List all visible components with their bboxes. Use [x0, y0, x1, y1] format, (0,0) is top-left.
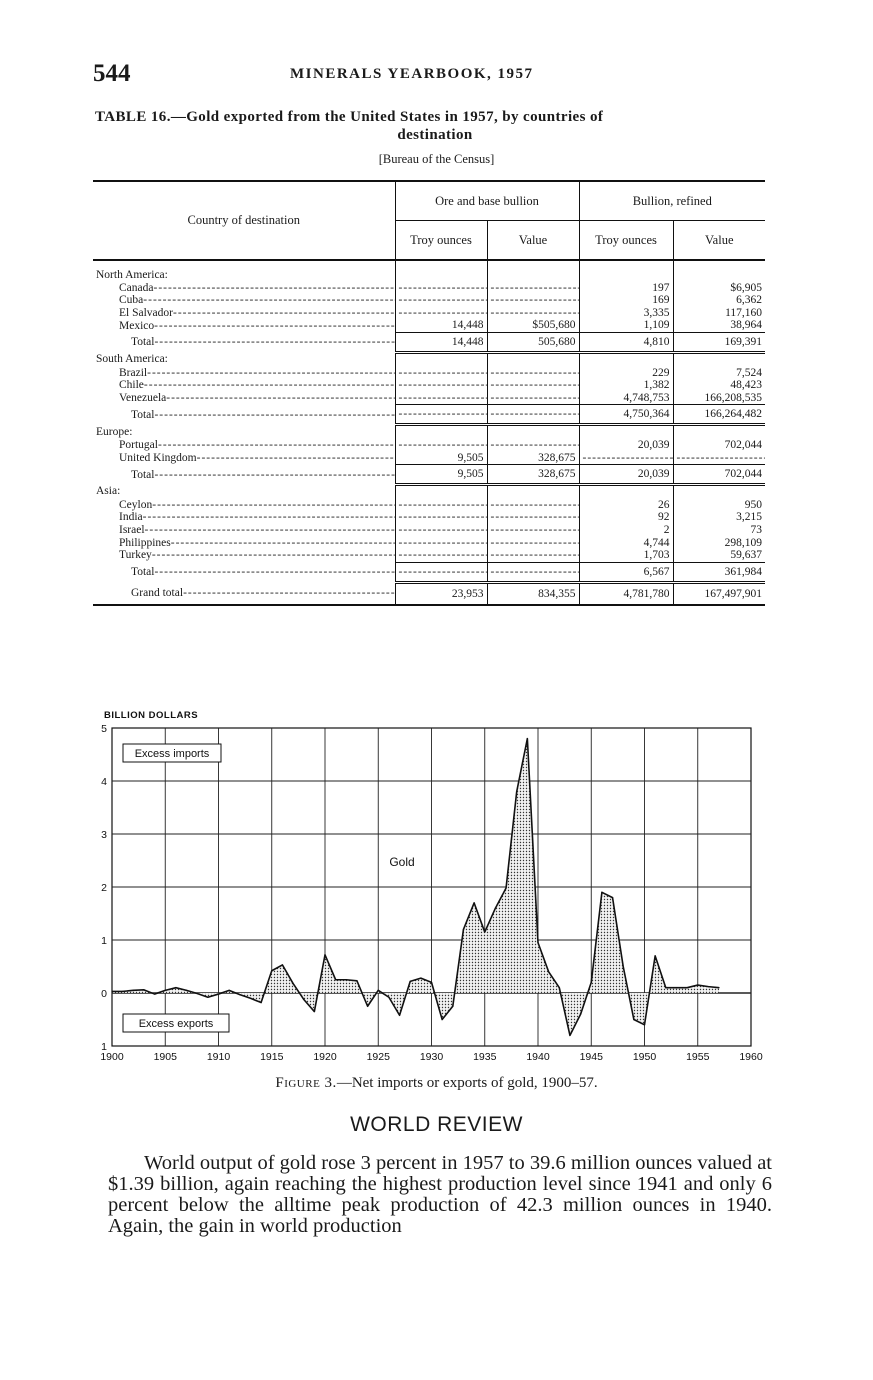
- section-row: [93, 485, 765, 499]
- total-refined-value: 169,391: [673, 332, 765, 352]
- gold-data-point: [601, 892, 602, 893]
- country-name: [93, 367, 395, 380]
- country-label: United Kingdom: [119, 451, 197, 464]
- gold-data-point: [346, 979, 347, 980]
- table-row: [93, 524, 765, 537]
- country-label: Chile: [119, 379, 144, 392]
- ore-value: 328,675: [487, 452, 579, 465]
- grand-ore-troy: 23,953: [395, 582, 487, 605]
- gold-data-point: [250, 998, 251, 999]
- body-paragraph: World output of gold rose 3 percent in 1957 to 39.6 million ounces valued at $1.39 billion, again reaching the highest production level since 1941 and only 6 percent below the alltime peak production of 42.3 million ounces in 1940. Again, the gain in world production: [108, 1152, 772, 1237]
- country-label: Canada: [119, 281, 154, 294]
- refined-troy-ounces: 1,382: [579, 379, 673, 392]
- gold-data-point: [133, 990, 134, 991]
- ore-troy-ounces: [395, 439, 487, 452]
- total-ore-value: [487, 405, 579, 425]
- chart-grid: [112, 728, 751, 1046]
- grand-ore-value: 834,355: [487, 582, 579, 605]
- ore-troy-ounces: [395, 549, 487, 562]
- table-row: [93, 392, 765, 405]
- y-tick-label: 4: [101, 776, 107, 788]
- x-tick-label: 1960: [739, 1051, 763, 1063]
- section-heading: WORLD REVIEW: [350, 1113, 523, 1136]
- ore-troy-ounces: [395, 379, 487, 392]
- country-name: [93, 392, 395, 405]
- table-row: [93, 452, 765, 465]
- gold-data-point: [367, 1006, 368, 1007]
- table-title-line2: destination: [397, 127, 473, 143]
- country-name: [93, 537, 395, 550]
- ore-value: [487, 379, 579, 392]
- ore-value: [487, 499, 579, 512]
- refined-value: 59,637: [673, 549, 765, 562]
- gold-export-table: [93, 180, 765, 606]
- total-ore-troy: [395, 562, 487, 582]
- total-label-text: Total: [131, 566, 155, 579]
- gold-data-point: [324, 954, 325, 955]
- total-ore-value: 505,680: [487, 332, 579, 352]
- ore-value: [487, 537, 579, 550]
- table-row: [93, 319, 765, 332]
- gold-data-point: [548, 971, 549, 972]
- gold-data-point: [420, 978, 421, 979]
- gold-data-point: [271, 970, 272, 971]
- section-row: [93, 269, 765, 282]
- total-ore-value: 328,675: [487, 465, 579, 485]
- table-row: [93, 367, 765, 380]
- gold-data-point: [261, 1002, 262, 1003]
- gold-data-point: [718, 987, 719, 988]
- gold-data-point: [516, 791, 517, 792]
- grand-refined-value: 167,497,901: [673, 582, 765, 605]
- x-tick-label: 1925: [366, 1051, 390, 1063]
- table-title: [95, 108, 775, 144]
- gold-data-point: [676, 987, 677, 988]
- excess-imports-label: Excess imports: [134, 748, 210, 760]
- y-tick-label: 2: [101, 882, 107, 894]
- refined-troy-ounces: 1,703: [579, 549, 673, 562]
- grand-total-label: [93, 582, 395, 605]
- gold-data-point: [122, 991, 123, 992]
- y-tick-label: 0: [101, 988, 107, 1000]
- country-label: Brazil: [119, 366, 148, 379]
- gold-data-point: [580, 1014, 581, 1015]
- total-label-text: Total: [131, 408, 155, 421]
- table-row: [93, 549, 765, 562]
- gold-data-point: [175, 987, 176, 988]
- ore-value: [487, 392, 579, 405]
- section-total-row: [93, 562, 765, 582]
- refined-troy-ounces: 20,039: [579, 439, 673, 452]
- gold-data-point: [111, 991, 112, 992]
- table-row: [93, 282, 765, 295]
- gold-data-point: [569, 1035, 570, 1036]
- figure-label: Figure 3.: [275, 1075, 337, 1091]
- section-name: Asia:: [96, 485, 121, 498]
- gold-data-point: [218, 993, 219, 994]
- gold-data-point: [644, 1024, 645, 1025]
- refined-troy-ounces: 169: [579, 294, 673, 307]
- section-row: [93, 425, 765, 439]
- ore-value: [487, 549, 579, 562]
- x-tick-label: 1900: [100, 1051, 124, 1063]
- gold-data-point: [623, 966, 624, 967]
- ore-troy-ounces: [395, 307, 487, 320]
- refined-troy-ounces: 4,744: [579, 537, 673, 550]
- section-name: North America:: [96, 269, 168, 281]
- ore-value: [487, 439, 579, 452]
- gold-data-point: [442, 1019, 443, 1020]
- total-label-text: Total: [131, 336, 155, 349]
- x-tick-label: 1930: [419, 1051, 444, 1063]
- country-name: [93, 294, 395, 307]
- group-bullion-header: Bullion, refined: [579, 181, 765, 221]
- table-row: [93, 307, 765, 320]
- group-ore-header: Ore and base bullion: [395, 181, 579, 221]
- table-title-line1: TABLE 16.—Gold exported from the United States in 1957, by countries of: [95, 109, 604, 125]
- total-ore-value: [487, 562, 579, 582]
- col-country-header: Country of destination: [187, 213, 300, 227]
- country-name: [93, 379, 395, 392]
- refined-troy-ounces: 229: [579, 367, 673, 380]
- gold-data-point: [410, 981, 411, 982]
- total-label-text: Total: [131, 468, 155, 481]
- gold-data-point: [527, 738, 528, 739]
- gold-data-point: [431, 982, 432, 983]
- refined-value: 73: [673, 524, 765, 537]
- ore-value: $505,680: [487, 319, 579, 332]
- total-refined-troy: 6,567: [579, 562, 673, 582]
- x-tick-label: 1935: [473, 1051, 497, 1063]
- sub-header-refined-value: Value: [673, 221, 765, 261]
- country-label: Cuba: [119, 294, 144, 307]
- gold-data-point: [665, 987, 666, 988]
- country-name: [93, 282, 395, 295]
- chart-svg: [96, 700, 776, 1070]
- figure-caption: [0, 1075, 873, 1092]
- refined-troy-ounces: 92: [579, 511, 673, 524]
- page-number: 544: [93, 60, 131, 87]
- refined-value: 38,964: [673, 319, 765, 332]
- country-label: Philippines: [119, 536, 171, 549]
- gold-data-point: [335, 979, 336, 980]
- gold-data-point: [474, 902, 475, 903]
- country-name: [93, 452, 395, 465]
- x-tick-label: 1905: [153, 1051, 177, 1063]
- table-spacer: [93, 260, 765, 269]
- gold-data-point: [207, 997, 208, 998]
- country-label: El Salvador: [119, 306, 173, 319]
- sub-header-ore-value: Value: [487, 221, 579, 261]
- total-refined-troy: 4,810: [579, 332, 673, 352]
- refined-troy-ounces: 197: [579, 282, 673, 295]
- refined-troy-ounces: 2: [579, 524, 673, 537]
- ore-value: [487, 367, 579, 380]
- ore-troy-ounces: [395, 282, 487, 295]
- total-refined-troy: 20,039: [579, 465, 673, 485]
- gold-data-point: [452, 1006, 453, 1007]
- section-total-row: [93, 465, 765, 485]
- x-tick-label: 1950: [632, 1051, 657, 1063]
- table-row: [93, 294, 765, 307]
- section-total-row: [93, 405, 765, 425]
- country-label: Ceylon: [119, 498, 153, 511]
- total-label: [93, 465, 395, 485]
- refined-value: 166,208,535: [673, 392, 765, 405]
- gold-data-point: [655, 955, 656, 956]
- gold-data-point: [591, 982, 592, 983]
- grand-refined-troy: 4,781,780: [579, 582, 673, 605]
- refined-value: 7,524: [673, 367, 765, 380]
- gold-data-point: [143, 989, 144, 990]
- country-name: [93, 524, 395, 537]
- ore-value: [487, 511, 579, 524]
- ore-troy-ounces: [395, 294, 487, 307]
- country-label: Turkey: [119, 549, 152, 562]
- gold-data-point: [388, 997, 389, 998]
- gold-data-point: [537, 942, 538, 943]
- gold-data-point: [165, 990, 166, 991]
- refined-value: [673, 452, 765, 465]
- ore-troy-ounces: [395, 537, 487, 550]
- sub-header-refined-troy: Troy ounces: [579, 221, 673, 261]
- y-tick-label: 3: [101, 829, 107, 841]
- x-tick-label: 1940: [526, 1051, 550, 1063]
- ore-value: [487, 282, 579, 295]
- refined-value: $6,905: [673, 282, 765, 295]
- ore-troy-ounces: [395, 499, 487, 512]
- country-name: [93, 511, 395, 524]
- total-ore-troy: 9,505: [395, 465, 487, 485]
- table-body: [93, 260, 765, 605]
- ore-troy-ounces: [395, 511, 487, 524]
- gold-data-point: [282, 964, 283, 965]
- refined-troy-ounces: [579, 452, 673, 465]
- total-label: [93, 405, 395, 425]
- gold-data-point: [378, 990, 379, 991]
- gold-data-point: [708, 986, 709, 987]
- table-row: [93, 499, 765, 512]
- ore-troy-ounces: [395, 367, 487, 380]
- total-refined-troy: 4,750,364: [579, 405, 673, 425]
- gold-data-point: [612, 897, 613, 898]
- table-source: [Bureau of the Census]: [378, 152, 495, 166]
- refined-value: 702,044: [673, 439, 765, 452]
- ore-troy-ounces: 14,448: [395, 319, 487, 332]
- y-axis-label: BILLION DOLLARS: [104, 710, 199, 721]
- gold-data-point: [495, 908, 496, 909]
- sub-header-ore-troy: Troy ounces: [395, 221, 487, 261]
- gold-data-point: [239, 994, 240, 995]
- x-tick-label: 1945: [579, 1051, 603, 1063]
- country-label: India: [119, 511, 143, 524]
- refined-value: 48,423: [673, 379, 765, 392]
- refined-troy-ounces: 1,109: [579, 319, 673, 332]
- refined-value: 6,362: [673, 294, 765, 307]
- gold-data-point: [229, 990, 230, 991]
- gold-data-point: [356, 980, 357, 981]
- grand-total-row: [93, 582, 765, 605]
- country-name: [93, 439, 395, 452]
- country-name: [93, 307, 395, 320]
- total-ore-troy: [395, 405, 487, 425]
- ore-value: [487, 307, 579, 320]
- country-label: Mexico: [119, 319, 155, 332]
- refined-value: 950: [673, 499, 765, 512]
- table-row: [93, 537, 765, 550]
- section-total-row: [93, 332, 765, 352]
- section-name: South America:: [96, 353, 168, 366]
- refined-troy-ounces: 3,335: [579, 307, 673, 320]
- country-label: Venezuela: [119, 392, 167, 404]
- refined-value: 3,215: [673, 511, 765, 524]
- country-name: [93, 319, 395, 332]
- grand-total-label-text: Grand total: [131, 586, 184, 599]
- ore-troy-ounces: [395, 392, 487, 405]
- refined-value: 298,109: [673, 537, 765, 550]
- ore-troy-ounces: 9,505: [395, 452, 487, 465]
- gold-data-point: [292, 983, 293, 984]
- section-name: Europe:: [96, 425, 133, 438]
- country-name: [93, 549, 395, 562]
- country-label: Portugal: [119, 438, 158, 451]
- gold-chart: [96, 700, 776, 1070]
- refined-troy-ounces: 26: [579, 499, 673, 512]
- gold-data-point: [399, 1015, 400, 1016]
- gold-data-point: [197, 993, 198, 994]
- y-tick-label: 1: [101, 1041, 107, 1053]
- total-label: [93, 562, 395, 582]
- gold-data-point: [303, 999, 304, 1000]
- total-refined-value: 166,264,482: [673, 405, 765, 425]
- gold-data-point: [484, 931, 485, 932]
- x-tick-label: 1910: [206, 1051, 231, 1063]
- ore-troy-ounces: [395, 524, 487, 537]
- gold-data-point: [463, 929, 464, 930]
- table-row: [93, 439, 765, 452]
- gold-data-point: [633, 1019, 634, 1020]
- country-label: Israel: [119, 523, 145, 536]
- refined-troy-ounces: 4,748,753: [579, 392, 673, 405]
- y-tick-label: 1: [101, 935, 107, 947]
- running-title: MINERALS YEARBOOK, 1957: [290, 66, 534, 82]
- gold-data-point: [186, 990, 187, 991]
- gold-data-point: [559, 987, 560, 988]
- section-row: [93, 352, 765, 366]
- total-refined-value: 702,044: [673, 465, 765, 485]
- x-tick-label: 1920: [313, 1051, 337, 1063]
- country-name: [93, 499, 395, 512]
- gold-data-point: [314, 1011, 315, 1012]
- total-refined-value: 361,984: [673, 562, 765, 582]
- refined-value: 117,160: [673, 307, 765, 320]
- excess-exports-label: Excess exports: [138, 1018, 214, 1030]
- total-ore-troy: 14,448: [395, 332, 487, 352]
- figure-caption-text: —Net imports or exports of gold, 1900–57.: [336, 1075, 598, 1091]
- table-row: [93, 511, 765, 524]
- gold-data-point: [154, 993, 155, 994]
- series-label-gold: Gold: [389, 855, 415, 869]
- total-label: [93, 332, 395, 352]
- ore-value: [487, 524, 579, 537]
- y-tick-label: 5: [101, 723, 107, 735]
- ore-value: [487, 294, 579, 307]
- table-row: [93, 379, 765, 392]
- x-tick-label: 1955: [686, 1051, 710, 1063]
- gold-data-point: [687, 987, 688, 988]
- x-tick-label: 1915: [260, 1051, 284, 1063]
- gold-data-point: [505, 887, 506, 888]
- gold-data-point: [697, 984, 698, 985]
